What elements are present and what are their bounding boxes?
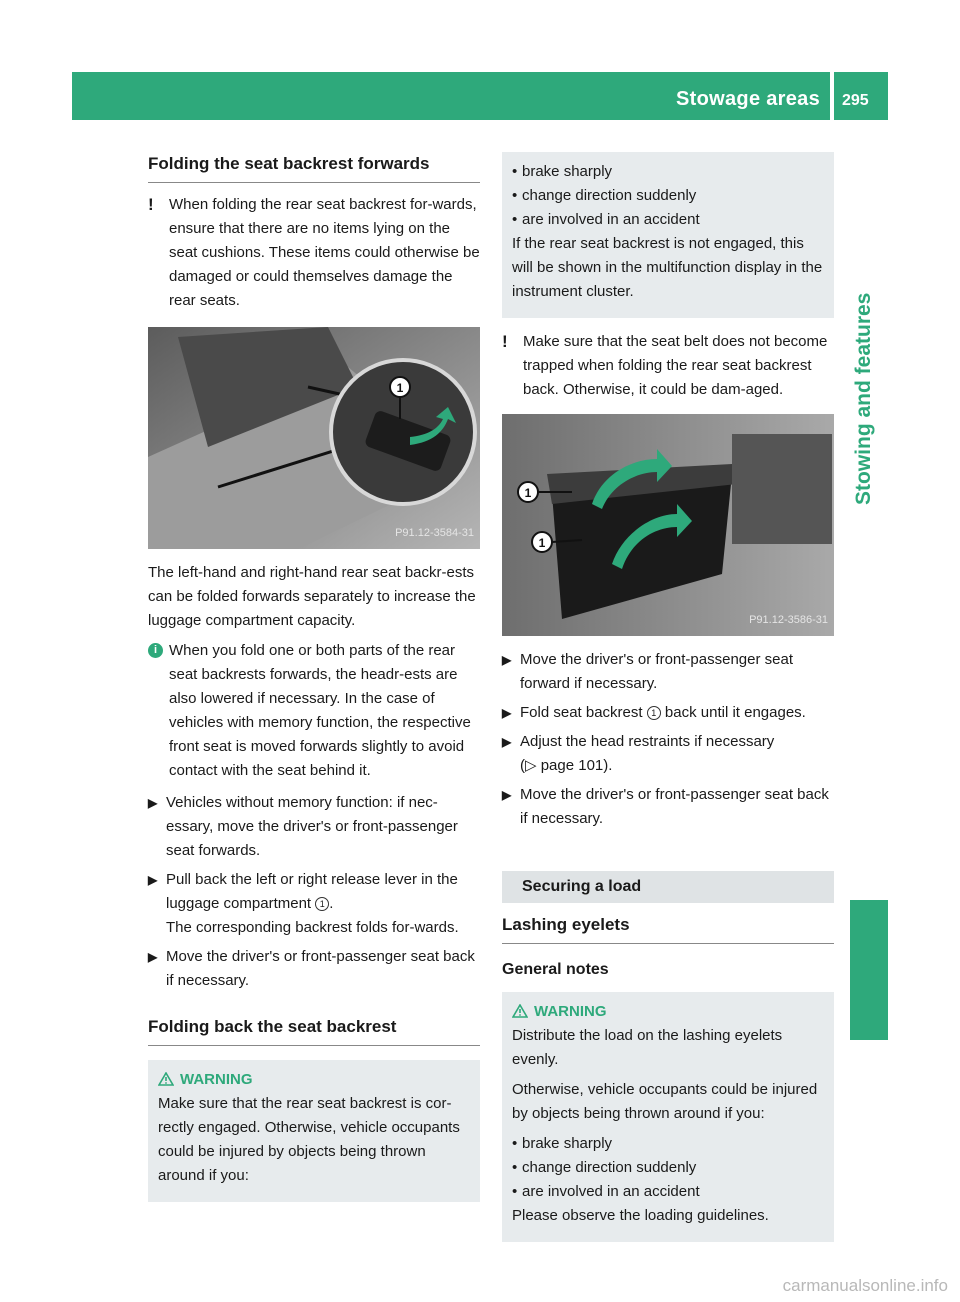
caution-text: Make sure that the seat belt does not become trapped when folding the rear seat backrest back. Otherwise, it could be dam-aged. <box>523 333 828 398</box>
page-title: Stowage areas <box>676 88 820 110</box>
figure-release-lever <box>148 327 480 549</box>
section-bar-securing-load: Securing a load <box>502 871 834 903</box>
step-arrow-icon: ▶ <box>502 653 512 667</box>
warning-box <box>148 1060 480 1202</box>
warning-title <box>180 1068 470 1092</box>
step-text: Pull back the left or right release lever in the luggage compartment <box>166 871 458 912</box>
step-1 <box>502 648 834 696</box>
warning-end-text: Please observe the loading guidelines. <box>512 1207 769 1224</box>
warning-label: WARNING <box>180 1071 253 1088</box>
left-column <box>148 152 480 1202</box>
step-result: The corresponding backrest folds for-wards. <box>166 919 459 936</box>
warning-text: Otherwise, vehicle occupants could be injured by objects being thrown around if you: <box>512 1081 818 1122</box>
warning-box-load <box>502 992 834 1242</box>
info-icon: i <box>148 643 163 658</box>
warning-title <box>534 1000 824 1024</box>
header-divider <box>830 72 834 120</box>
right-column <box>502 152 834 1242</box>
bullet-item: • are involved in an accident <box>512 208 824 232</box>
warning-triangle-icon <box>158 1072 174 1086</box>
heading-fold-forward: Folding the seat backrest forwards <box>148 152 480 183</box>
step-text: Move the driver's or front-passenger seat forward if necessary. <box>520 651 793 692</box>
callout-1-a: 1 <box>524 486 532 500</box>
bullet-item: • change direction suddenly <box>512 184 824 208</box>
step-1 <box>148 791 480 863</box>
callout-ref-1: 1 <box>647 706 661 720</box>
step-arrow-icon: ▶ <box>148 873 158 887</box>
step-text: Move the driver's or front-passenger seat back if necessary. <box>166 948 475 989</box>
step-2 <box>502 701 834 725</box>
warning-triangle-icon <box>512 1004 528 1018</box>
info-text: When you fold one or both parts of the rear seat backrests forwards, the headr-ests are also lowered if necessary. In the case of vehicles with memory function, the respective front seat is moved forwards slightly to avoid contact with the seat behind it. <box>169 642 471 779</box>
step-4 <box>502 783 834 831</box>
step-arrow-icon: ▶ <box>148 796 158 810</box>
step-arrow-icon: ▶ <box>502 706 512 720</box>
fold-back-illustration <box>502 414 834 636</box>
warning-text: Make sure that the rear seat backrest is cor-rectly engaged. Otherwise, vehicle occupants could be injured by objects being thrown around if you: <box>158 1095 460 1184</box>
callout-1: 1 <box>396 381 404 395</box>
step-arrow-icon: ▶ <box>502 735 512 749</box>
figure-code: P91.12-3586-31 <box>749 614 828 626</box>
step-text: Fold seat backrest <box>520 704 643 721</box>
figure-code: P91.12-3584-31 <box>395 527 474 539</box>
paragraph-backrests: The left-hand and right-hand rear seat backr-ests can be folded forwards separately to increase the luggage compartment capacity. <box>148 564 476 629</box>
bullet-item: • are involved in an accident <box>512 1180 824 1204</box>
side-tab-label: Stowing and features <box>852 292 875 505</box>
exclamation-icon: ! <box>502 332 508 351</box>
warning-continued-text: If the rear seat backrest is not engaged, this will be shown in the multifunction display in the instrument cluster. <box>512 235 823 300</box>
figure-fold-back <box>502 414 834 636</box>
release-lever-illustration <box>148 327 480 549</box>
step-text: Move the driver's or front-passenger seat back if necessary. <box>520 786 829 827</box>
heading-lashing-eyelets: Lashing eyelets <box>502 913 834 944</box>
step-3 <box>502 730 834 778</box>
step-text-end: . <box>329 895 334 912</box>
warning-text: Distribute the load on the lashing eyelets evenly. <box>512 1027 783 1068</box>
step-3 <box>148 945 480 993</box>
heading-fold-back: Folding back the seat backrest <box>148 1015 480 1046</box>
caution-note-belt <box>502 330 834 402</box>
page-reference-link[interactable]: (▷ page 101). <box>520 757 613 774</box>
heading-general-notes: General notes <box>502 961 609 978</box>
watermark: carmanualsonline.info <box>782 1276 948 1295</box>
warning-label: WARNING <box>534 1003 607 1020</box>
warning-continued <box>502 152 834 318</box>
exclamation-icon: ! <box>148 195 154 214</box>
page-number: 295 <box>842 92 869 109</box>
bullet-item: • brake sharply <box>512 160 824 184</box>
callout-1-b: 1 <box>538 536 546 550</box>
step-text-end: back until it engages. <box>664 704 806 721</box>
step-text: Adjust the head restraints if necessary <box>520 733 775 750</box>
step-arrow-icon: ▶ <box>502 788 512 802</box>
step-text: Vehicles without memory function: if nec-essary, move the driver's or front-passenger seat forwards. <box>166 794 458 859</box>
step-arrow-icon: ▶ <box>148 950 158 964</box>
side-tab <box>850 130 888 730</box>
step-2 <box>148 868 480 940</box>
callout-ref-1: 1 <box>315 897 329 911</box>
info-note <box>148 639 480 783</box>
bullet-item: • change direction suddenly <box>512 1156 824 1180</box>
caution-text: When folding the rear seat backrest for-wards, ensure that there are no items lying on the seat cushions. These items could otherwise be damaged or could themselves damage the rear seats. <box>169 196 480 309</box>
side-thumb-block <box>850 900 888 1040</box>
caution-note <box>148 193 480 313</box>
bullet-item: • brake sharply <box>512 1132 824 1156</box>
